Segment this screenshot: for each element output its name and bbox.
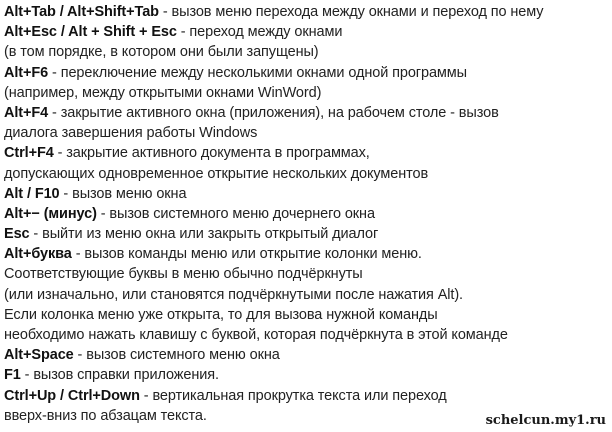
doc-line-19 — [4, 365, 608, 385]
shortcut-description: - закрытие активного окна (приложения), на рабочем столе - вызов — [48, 104, 499, 121]
doc-line-9 — [4, 164, 608, 184]
shortcut-key: Alt+Space — [4, 347, 74, 364]
doc-line-6 — [4, 103, 608, 123]
shortcut-description: - вертикальная прокрутка текста или переход — [139, 387, 447, 404]
doc-line-3 — [4, 42, 608, 62]
doc-line-20 — [4, 386, 608, 406]
site-watermark: schelcun.my1.ru — [485, 413, 606, 428]
description-continuation: допускающих одновременное открытие нескольких документов — [4, 165, 429, 182]
shortcut-key: Ctrl+F4 — [4, 145, 54, 162]
description-continuation: диалога завершения работы Windows — [4, 125, 258, 142]
shortcut-key: Alt+Esc / Alt + Shift + Esc — [4, 24, 177, 41]
description-continuation: вверх-вниз по абзацам текста. — [4, 407, 207, 424]
doc-line-1 — [4, 2, 608, 22]
shortcut-description: - вызов системного меню окна — [73, 347, 280, 364]
shortcut-description: - переход между окнами — [176, 24, 343, 41]
shortcut-description: - вызов меню окна — [59, 185, 187, 202]
doc-line-17 — [4, 325, 608, 345]
doc-line-11 — [4, 204, 608, 224]
shortcut-description: - переключение между несколькими окнами одной программы — [48, 64, 467, 81]
shortcut-key: Alt+F4 — [4, 104, 49, 121]
shortcut-key: Alt / F10 — [4, 185, 60, 202]
description-continuation: Если колонка меню уже открыта, то для вызова нужной команды — [4, 306, 438, 323]
shortcut-key: F1 — [4, 367, 21, 384]
description-continuation: Соответствующие буквы в меню обычно подчёркнуты — [4, 266, 363, 283]
doc-line-14 — [4, 264, 608, 284]
shortcut-document — [4, 2, 608, 426]
doc-line-16 — [4, 305, 608, 325]
doc-line-5 — [4, 83, 608, 103]
doc-line-12 — [4, 224, 608, 244]
shortcut-description: - вызов системного меню дочернего окна — [96, 205, 375, 222]
description-continuation: (например, между открытыми окнами WinWord) — [4, 84, 322, 101]
shortcut-description: - вызов команды меню или открытие колонки меню. — [71, 246, 422, 263]
doc-line-15 — [4, 285, 608, 305]
shortcut-description: - выйти из меню окна или закрыть открытый диалог — [29, 226, 379, 243]
shortcut-key: Esc — [4, 226, 30, 243]
shortcut-key: Alt+буква — [4, 246, 72, 263]
doc-line-7 — [4, 123, 608, 143]
shortcut-key: Alt+Tab / Alt+Shift+Tab — [4, 4, 159, 20]
shortcut-description: - закрытие активного документа в программах, — [53, 145, 370, 162]
description-continuation: необходимо нажать клавишу с буквой, которая подчёркнута в этой команде — [4, 327, 508, 343]
doc-line-2 — [4, 22, 608, 42]
shortcut-description: - вызов меню перехода между окнами и переход по нему — [158, 4, 544, 20]
shortcut-description: - вызов справки приложения. — [20, 367, 219, 384]
doc-line-18 — [4, 345, 608, 365]
shortcut-key: Alt+F6 — [4, 64, 49, 81]
doc-line-4 — [4, 63, 608, 83]
doc-line-8 — [4, 143, 608, 163]
doc-line-13 — [4, 244, 608, 264]
shortcut-key: Ctrl+Up / Ctrl+Down — [4, 387, 140, 404]
description-continuation: (в том порядке, в котором они были запущены) — [4, 44, 319, 61]
doc-line-10 — [4, 184, 608, 204]
shortcut-key: Alt+− (минус) — [4, 205, 97, 222]
description-continuation: (или изначально, или становятся подчёркнутыми после нажатия Alt). — [4, 286, 463, 303]
